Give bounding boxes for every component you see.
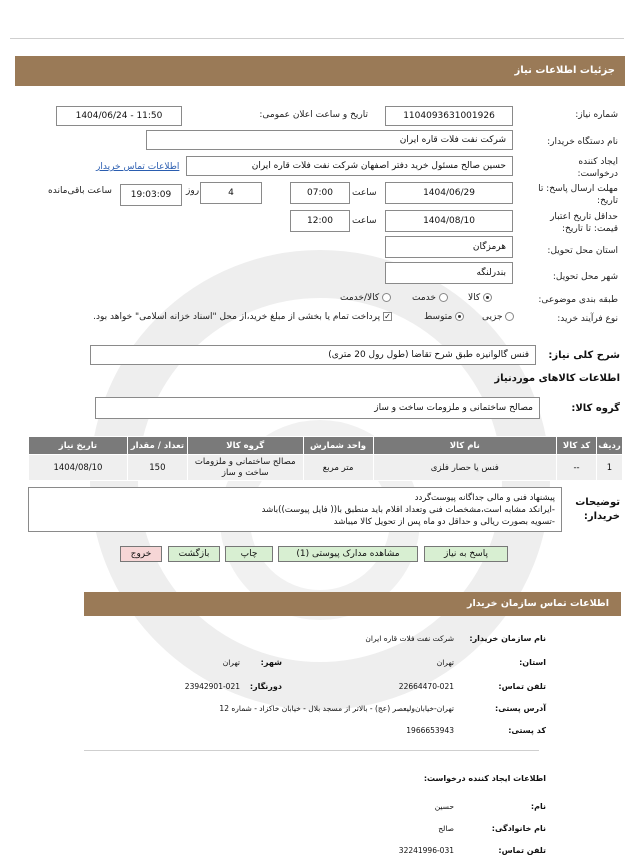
items-table-wrapper <box>28 436 623 481</box>
contact-org-value: شرکت نفت فلات قاره ایران <box>365 634 454 643</box>
top-divider <box>10 38 624 39</box>
col-header-item-code: کد کالا <box>557 437 597 455</box>
print-button[interactable]: چاپ <box>225 546 273 562</box>
col-header-need-date: تاریخ نیاز <box>29 437 128 455</box>
creator-family-value: صالح <box>438 824 454 833</box>
exit-button[interactable]: خروج <box>120 546 162 562</box>
category-option-both[interactable]: کالا/خدمت <box>340 293 391 303</box>
contact-province-value: تهران <box>436 658 454 667</box>
creator-label-2: درخواست: <box>577 169 618 179</box>
table-row <box>29 455 623 481</box>
send-deadline-label-2: تاریخ: <box>597 196 618 206</box>
contact-city-value: تهران <box>222 658 240 667</box>
creator-family-label: نام خانوادگی: <box>491 824 546 833</box>
col-header-row-number: ردیف <box>597 437 623 455</box>
buyer-org-field: شرکت نفت فلات قاره ایران <box>146 130 513 150</box>
items-table <box>28 436 623 481</box>
province-label: استان محل تحویل: <box>547 246 618 256</box>
category-option-service[interactable]: خدمت <box>412 293 448 303</box>
contact-phone-label: تلفن تماس: <box>498 682 546 691</box>
price-valid-label-2: قیمت: تا تاریخ: <box>562 224 618 234</box>
contact-address-label: آدرس پستی: <box>495 704 546 713</box>
send-time-field: 07:00 <box>290 182 350 204</box>
price-valid-date-field: 1404/08/10 <box>385 210 513 232</box>
contact-phone-value: 22664470-021 <box>398 682 454 691</box>
price-valid-label: حداقل تاریخ اعتبار <box>550 212 618 222</box>
radio-icon <box>439 293 448 302</box>
purchase-type-medium[interactable]: متوسط <box>424 312 464 322</box>
remaining-time-field: 19:03:09 <box>120 184 182 206</box>
buyer-note-line: پیشنهاد فنی و مالی جداگانه پیوست‌گردد <box>414 493 555 503</box>
radio-icon <box>455 312 464 321</box>
category-label: طبقه بندی موضوعی: <box>538 295 618 305</box>
col-header-item-name: نام کالا <box>373 437 557 455</box>
days-label: روز <box>186 186 200 196</box>
days-field: 4 <box>200 182 262 204</box>
cell-group: مصالح ساختمانی و ملزومات ساخت و ساز <box>187 455 303 481</box>
creator-field: حسین صالح مسئول خرید دفتر اصفهان شرکت نفت فلات قاره ایران <box>186 156 513 176</box>
radio-icon <box>382 293 391 302</box>
contact-fax-value: 23942901-021 <box>184 682 240 691</box>
col-header-unit: واحد شمارش <box>303 437 373 455</box>
back-button[interactable]: بازگشت <box>168 546 220 562</box>
buyer-note-line: -تسویه بصورت ریالی و حداقل دو ماه پس از تحویل کالا میباشد <box>333 517 555 527</box>
category-option-goods[interactable]: کالا <box>468 293 492 303</box>
col-header-quantity: تعداد / مقدار <box>127 437 187 455</box>
contact-address-value: تهران-خیابان‌ولیعصر (عج) - بالاتر از مسجد بلال - خیابان خاکزاد - شماره 12 <box>219 704 454 713</box>
creator-label: ایجاد کننده <box>578 157 618 167</box>
cell-need-date: 1404/08/10 <box>29 455 128 481</box>
city-field: بندرلنگه <box>385 262 513 284</box>
contact-header: اطلاعات تماس سازمان خریدار <box>84 592 621 616</box>
remaining-time-label: ساعت باقی‌مانده <box>48 186 112 196</box>
respond-button[interactable]: پاسخ به نیاز <box>424 546 508 562</box>
need-number-label: شماره نیاز: <box>575 110 618 120</box>
send-deadline-label: مهلت ارسال پاسخ: تا <box>538 184 618 194</box>
attachments-button[interactable]: مشاهده مدارک پیوستی (1) <box>278 546 418 562</box>
send-time-label: ساعت <box>352 188 377 198</box>
purchase-type-label: نوع فرآیند خرید: <box>557 314 618 324</box>
cell-item-name: فنس یا حصار فلزی <box>373 455 557 481</box>
contact-province-label: استان: <box>519 658 546 667</box>
checkbox-checked-icon[interactable]: ✓ <box>384 312 391 321</box>
goods-group-label: گروه کالا: <box>571 403 620 414</box>
buyer-notes-label: توضیحات <box>575 497 620 508</box>
contact-postal-value: 1966653943 <box>406 726 454 735</box>
buyer-contact-link[interactable]: اطلاعات تماس خریدار <box>96 162 180 172</box>
radio-icon <box>483 293 492 302</box>
table-header-row <box>29 437 623 455</box>
price-valid-time-label: ساعت <box>352 216 377 226</box>
price-valid-time-field: 12:00 <box>290 210 350 232</box>
contact-org-label: نام سازمان خریدار: <box>469 634 546 643</box>
col-header-group: گروه کالا <box>187 437 303 455</box>
need-summary-field: فنس گالوانیزه طبق شرح تقاضا (طول رول 20 متری) <box>90 345 536 365</box>
page-header: جزئیات اطلاعات نیاز <box>15 56 625 86</box>
contact-city-label: شهر: <box>260 658 282 667</box>
cell-row-number: 1 <box>597 455 623 481</box>
buyer-notes-box <box>28 487 562 532</box>
cell-unit: متر مربع <box>303 455 373 481</box>
contact-postal-label: کد پستی: <box>508 726 546 735</box>
cell-quantity: 150 <box>127 455 187 481</box>
creator-name-label: نام: <box>530 802 546 811</box>
contact-fax-label: دورنگار: <box>249 682 282 691</box>
creator-phone-label: تلفن تماس: <box>498 846 546 855</box>
need-number-field: 1104093631001926 <box>385 106 513 126</box>
creator-info-title: اطلاعات ایجاد کننده درخواست: <box>423 774 546 783</box>
creator-name-value: حسین <box>434 802 454 811</box>
payment-note: ✓ پرداخت تمام یا بخشی از مبلغ خرید،از محل "اسناد خزانه اسلامی" خواهد بود. <box>93 312 391 322</box>
announce-field: 1404/06/24 - 11:50 <box>56 106 182 126</box>
cell-item-code: -- <box>557 455 597 481</box>
announce-label: تاریخ و ساعت اعلان عمومی: <box>259 110 368 120</box>
buyer-notes-label-2: خریدار: <box>583 511 620 522</box>
goods-info-title: اطلاعات کالاهای موردنیاز <box>494 373 620 384</box>
need-summary-label: شرح کلی نیاز: <box>548 350 620 361</box>
province-field: هرمزگان <box>385 236 513 258</box>
contact-divider <box>84 750 539 751</box>
goods-group-field: مصالح ساختمانی و ملزومات ساخت و ساز <box>95 397 540 419</box>
send-date-field: 1404/06/29 <box>385 182 513 204</box>
buyer-org-label: نام دستگاه خریدار: <box>547 137 618 147</box>
purchase-type-minor[interactable]: جزیی <box>482 312 514 322</box>
buyer-note-line: -ایرانکد مشابه است،مشخصات فنی وتعداد اقلام باید منطبق با(( فایل پیوست))باشد <box>261 505 555 515</box>
creator-phone-value: 32241996-031 <box>398 846 454 855</box>
city-label: شهر محل تحویل: <box>552 272 618 282</box>
radio-icon <box>505 312 514 321</box>
